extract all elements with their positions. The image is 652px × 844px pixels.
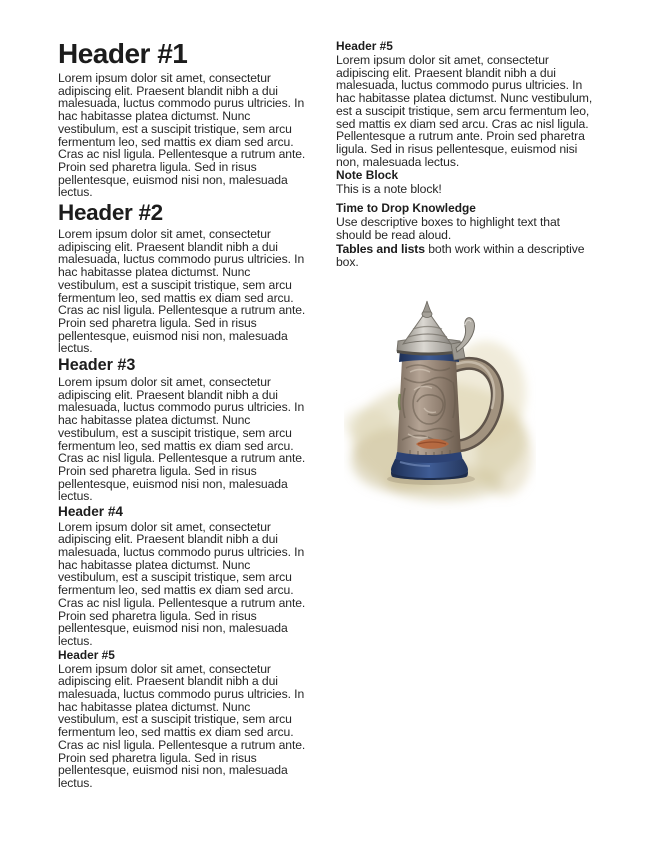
stein-base <box>391 452 468 480</box>
lorem-paragraph-2: Lorem ipsum dolor sit amet, consectetur adipiscing elit. Praesent blandit nibh a dui malesuada, luctus commodo purus ultricies. In hac habitasse platea dictumst. Nunc vestibulum, est a suscipit tristique, sem arcu fermentum leo, sed mattis ex diam sed arcu. Cras ac nisl ligula. Pellentesque a rutrum ante. Proin sed pharetra ligula. Sed in risus pellentesque, euismod nisi non, malesuada lectus. <box>58 227 306 356</box>
lorem-paragraph-5: Lorem ipsum dolor sit amet, consectetur adipiscing elit. Praesent blandit nibh a dui malesuada, luctus commodo purus ultricies. In hac habitasse platea dictumst. Nunc vestibulum, est a suscipit tristique, sem arcu fermentum leo, sed mattis ex diam sed arcu. Cras ac nisl ligula. Pellentesque a rutrum ante. Proin sed pharetra ligula. Sed in risus pellentesque, euismod nisi non, malesuada lectus. <box>58 661 306 790</box>
heading-2: Header #2 <box>58 200 163 226</box>
lorem-paragraph-6: Lorem ipsum dolor sit amet, consectetur adipiscing elit. Praesent blandit nibh a dui malesuada, luctus commodo purus ultricies. In hac habitasse platea dictumst. Nunc vestibulum, est a suscipit tristique, sem arcu fermentum leo, sed mattis ex diam sed arcu. Cras ac nisl ligula. Pellentesque a rutrum ante. Proin sed pharetra ligula. Sed in risus pellentesque, euismod nisi non, malesuada lectus. <box>336 53 593 169</box>
tables-bold-text: Tables and lists <box>336 241 425 256</box>
stein-body <box>397 358 461 458</box>
tables-rest-text: both work within a descriptive box. <box>336 241 585 269</box>
lorem-paragraph-4: Lorem ipsum dolor sit amet, consectetur adipiscing elit. Praesent blandit nibh a dui malesuada, luctus commodo purus ultricies. In hac habitasse platea dictumst. Nunc vestibulum, est a suscipit tristique, sem arcu fermentum leo, sed mattis ex diam sed arcu. Cras ac nisl ligula. Pellentesque a rutrum ante. Proin sed pharetra ligula. Sed in risus pellentesque, euismod nisi non, malesuada lectus. <box>58 519 306 648</box>
right-column <box>336 39 594 269</box>
stein-image <box>344 298 536 510</box>
green-glaze-detail <box>399 394 400 410</box>
note-block-text: This is a note block! <box>336 182 442 197</box>
lorem-paragraph-3: Lorem ipsum dolor sit amet, consectetur adipiscing elit. Praesent blandit nibh a dui malesuada, luctus commodo purus ultricies. In hac habitasse platea dictumst. Nunc vestibulum, est a suscipit tristique, sem arcu fermentum leo, sed mattis ex diam sed arcu. Cras ac nisl ligula. Pellentesque a rutrum ante. Proin sed pharetra ligula. Sed in risus pellentesque, euismod nisi non, malesuada lectus. <box>58 375 306 504</box>
heading-5: Header #5 <box>58 647 115 662</box>
beer-stein-illustration <box>344 298 536 510</box>
knowledge-text: Use descriptive boxes to highlight text that should be read aloud. <box>336 214 560 243</box>
lorem-paragraph-1: Lorem ipsum dolor sit amet, consectetur adipiscing elit. Praesent blandit nibh a dui malesuada, luctus commodo purus ultricies. In hac habitasse platea dictumst. Nunc vestibulum, est a suscipit tristique, sem arcu fermentum leo, sed mattis ex diam sed arcu. Cras ac nisl ligula. Pellentesque a rutrum ante. Proin sed pharetra ligula. Sed in risus pellentesque, euismod nisi non, malesuada lectus. <box>58 71 306 200</box>
heading-3: Header #3 <box>58 356 136 375</box>
heading-4: Header #4 <box>58 504 123 520</box>
lid-finial-tip <box>423 301 431 312</box>
heading-5-right: Header #5 <box>336 39 393 53</box>
note-block-label: Note Block <box>336 168 399 183</box>
knowledge-label: Time to Drop Knowledge <box>336 200 476 215</box>
left-column <box>58 39 309 791</box>
tables-note-line <box>336 243 594 270</box>
heading-1: Header #1 <box>58 38 188 69</box>
